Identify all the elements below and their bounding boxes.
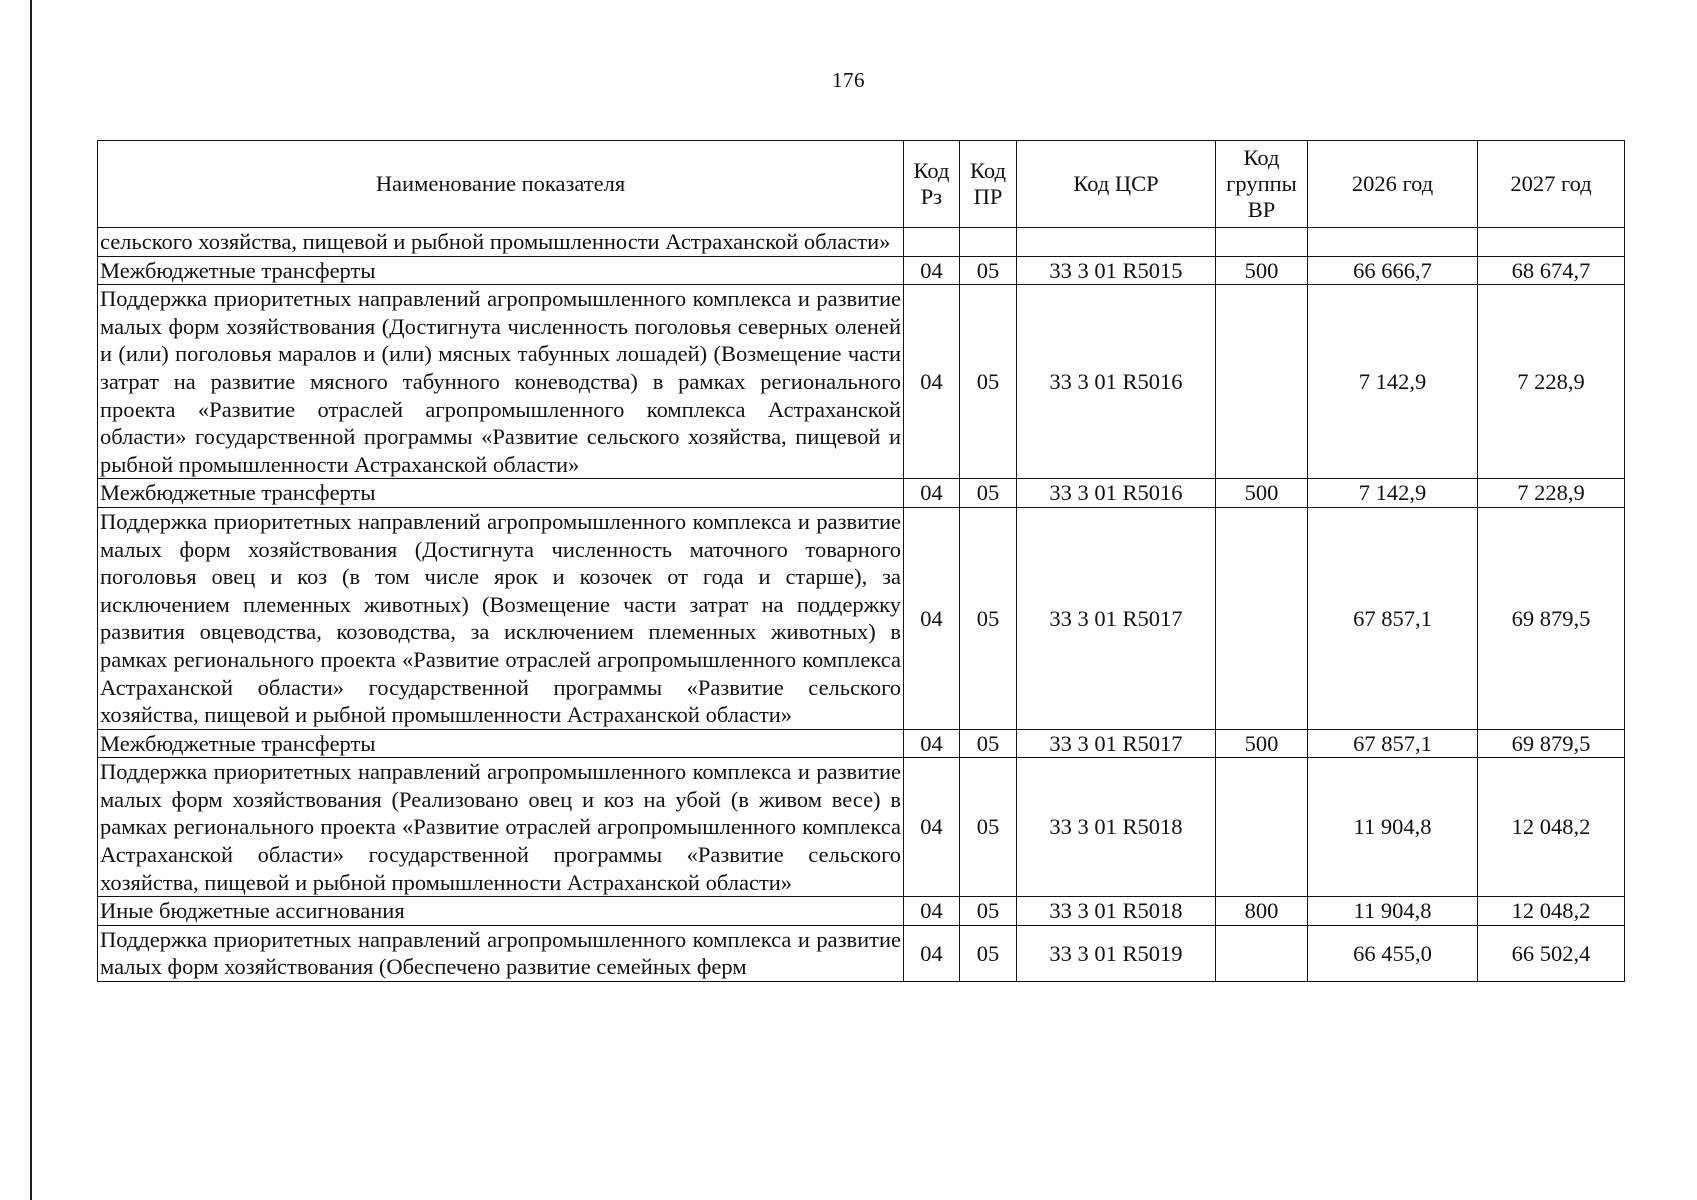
row-2026: 11 904,8 <box>1308 897 1478 926</box>
table-row <box>98 256 1625 285</box>
table-row <box>98 285 1625 479</box>
row-rz: 04 <box>904 758 960 897</box>
header-2027: 2027 год <box>1478 141 1625 228</box>
row-2026: 7 142,9 <box>1308 479 1478 508</box>
header-name: Наименование показателя <box>98 141 904 228</box>
row-pr: 05 <box>960 507 1017 729</box>
row-name: Поддержка приоритетных направлений агропромышленного комплекса и развитие малых форм хозяйствования (Обеспечено развитие семейных ферм <box>98 925 904 981</box>
row-2027: 69 879,5 <box>1478 507 1625 729</box>
table-row <box>98 479 1625 508</box>
header-rz: Код Рз <box>904 141 960 228</box>
row-2027: 7 228,9 <box>1478 479 1625 508</box>
row-pr: 05 <box>960 897 1017 926</box>
row-csr: 33 3 01 R5017 <box>1017 729 1216 758</box>
row-name: сельского хозяйства, пищевой и рыбной промышленности Астраханской области» <box>98 228 904 257</box>
row-pr: 05 <box>960 925 1017 981</box>
row-pr: 05 <box>960 479 1017 508</box>
row-csr: 33 3 01 R5016 <box>1017 285 1216 479</box>
row-2027 <box>1478 228 1625 257</box>
table-row <box>98 729 1625 758</box>
header-2026: 2026 год <box>1308 141 1478 228</box>
row-csr: 33 3 01 R5019 <box>1017 925 1216 981</box>
row-2026: 66 666,7 <box>1308 256 1478 285</box>
row-vr <box>1216 228 1308 257</box>
header-pr: Код ПР <box>960 141 1017 228</box>
table-row <box>98 897 1625 926</box>
row-vr <box>1216 758 1308 897</box>
row-2027: 12 048,2 <box>1478 758 1625 897</box>
row-csr: 33 3 01 R5015 <box>1017 256 1216 285</box>
row-2026: 67 857,1 <box>1308 729 1478 758</box>
row-2026: 66 455,0 <box>1308 925 1478 981</box>
row-2026: 67 857,1 <box>1308 507 1478 729</box>
row-name: Межбюджетные трансферты <box>98 729 904 758</box>
row-vr: 800 <box>1216 897 1308 926</box>
row-2027: 7 228,9 <box>1478 285 1625 479</box>
row-rz: 04 <box>904 285 960 479</box>
row-csr: 33 3 01 R5016 <box>1017 479 1216 508</box>
row-vr: 500 <box>1216 479 1308 508</box>
row-vr: 500 <box>1216 256 1308 285</box>
row-csr <box>1017 228 1216 257</box>
row-2027: 66 502,4 <box>1478 925 1625 981</box>
margin-rule <box>30 0 32 1200</box>
table-row <box>98 925 1625 981</box>
row-2027: 69 879,5 <box>1478 729 1625 758</box>
row-rz: 04 <box>904 729 960 758</box>
row-rz: 04 <box>904 479 960 508</box>
budget-table <box>97 140 1625 982</box>
row-vr <box>1216 925 1308 981</box>
table-row <box>98 228 1625 257</box>
header-csr: Код ЦСР <box>1017 141 1216 228</box>
row-pr <box>960 228 1017 257</box>
row-2026 <box>1308 228 1478 257</box>
page-number: 176 <box>832 68 865 92</box>
row-vr <box>1216 285 1308 479</box>
row-rz: 04 <box>904 256 960 285</box>
row-csr: 33 3 01 R5018 <box>1017 897 1216 926</box>
row-name: Межбюджетные трансферты <box>98 256 904 285</box>
table-row <box>98 507 1625 729</box>
row-rz: 04 <box>904 507 960 729</box>
header-vr: Код группы ВР <box>1216 141 1308 228</box>
row-name: Поддержка приоритетных направлений агропромышленного комплекса и развитие малых форм хозяйствования (Реализовано овец и коз на убой (в живом весе) в рамках регионального проекта «Развитие отраслей агропромышленного комплекса Астраханской области» государственной программы «Развитие сельского хозяйства, пищевой и рыбной промышленности Астраханской области» <box>98 758 904 897</box>
table-header-row <box>98 141 1625 228</box>
row-name: Поддержка приоритетных направлений агропромышленного комплекса и развитие малых форм хозяйствования (Достигнута численность поголовья северных оленей и (или) поголовья маралов и (или) мясных табунных лошадей) (Возмещение части затрат на развитие мясного табунного коневодства) в рамках регионального проекта «Развитие отраслей агропромышленного комплекса Астраханской области» государственной программы «Развитие сельского хозяйства, пищевой и рыбной промышленности Астраханской области» <box>98 285 904 479</box>
row-2027: 68 674,7 <box>1478 256 1625 285</box>
row-csr: 33 3 01 R5018 <box>1017 758 1216 897</box>
row-rz: 04 <box>904 925 960 981</box>
row-pr: 05 <box>960 758 1017 897</box>
row-pr: 05 <box>960 256 1017 285</box>
row-pr: 05 <box>960 729 1017 758</box>
row-name: Межбюджетные трансферты <box>98 479 904 508</box>
row-2027: 12 048,2 <box>1478 897 1625 926</box>
row-2026: 7 142,9 <box>1308 285 1478 479</box>
row-vr <box>1216 507 1308 729</box>
row-rz: 04 <box>904 897 960 926</box>
row-rz <box>904 228 960 257</box>
row-name: Иные бюджетные ассигнования <box>98 897 904 926</box>
row-csr: 33 3 01 R5017 <box>1017 507 1216 729</box>
row-name: Поддержка приоритетных направлений агропромышленного комплекса и развитие малых форм хозяйствования (Достигнута численность маточного товарного поголовья овец и коз (в том числе ярок и козочек от года и старше), за исключением племенных животных) (Возмещение части затрат на поддержку развития овцеводства, козоводства, за исключением племенных животных) в рамках регионального проекта «Развитие отраслей агропромышленного комплекса Астраханской области» государственной программы «Развитие сельского хозяйства, пищевой и рыбной промышленности Астраханской области» <box>98 507 904 729</box>
row-vr: 500 <box>1216 729 1308 758</box>
row-pr: 05 <box>960 285 1017 479</box>
row-2026: 11 904,8 <box>1308 758 1478 897</box>
table-row <box>98 758 1625 897</box>
